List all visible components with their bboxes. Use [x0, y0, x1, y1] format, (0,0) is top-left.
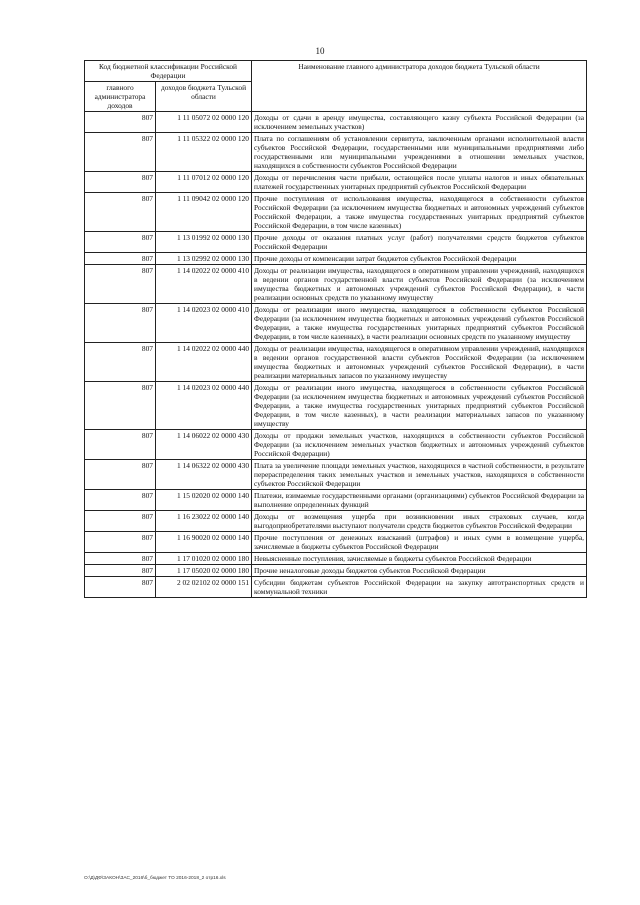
table-row [85, 112, 587, 133]
admin-code-cell: 807 [85, 511, 156, 532]
table-row [85, 193, 587, 232]
revenue-code-cell: 1 13 02992 02 0000 130 [156, 253, 252, 265]
admin-code-cell: 807 [85, 382, 156, 430]
revenue-code-cell: 1 17 05020 02 0000 180 [156, 565, 252, 577]
page-number: 10 [315, 46, 325, 56]
table-row [85, 511, 587, 532]
revenue-name-cell: Невыясненные поступления, зачисляемые в бюджеты субъектов Российской Федерации [252, 553, 587, 565]
revenue-name-cell: Доходы от реализации иного имущества, находящегося в собственности субъектов Российской Федерации (за исключением имущества бюджетных и автономных учреждений субъектов Российской Федерации, а также имущества государственных унитарных предприятий субъектов Российской Федерации, в том числе казенных), в части реализации основных средств по указанному имуществу [252, 304, 587, 343]
revenue-code-cell: 1 14 06322 02 0000 430 [156, 460, 252, 490]
table-row [85, 304, 587, 343]
revenue-code-cell: 2 02 02102 02 0000 151 [156, 577, 252, 598]
revenue-name-cell: Прочие неналоговые доходы бюджетов субъектов Российской Федерации [252, 565, 587, 577]
revenue-name-cell: Плата за увеличение площади земельных участков, находящихся в частной собственности, в результате перераспределения таких земельных участков и земельных участков, находящихся в собственности субъектов Российской Федерации [252, 460, 587, 490]
admin-code-cell: 807 [85, 133, 156, 172]
revenue-name-cell: Доходы от реализации имущества, находящегося в оперативном управлении учреждений, находящихся в ведении органов государственной власти субъектов Российской Федерации (за исключением имущества бюджетных и автономных учреждений субъектов Российской Федерации), в части реализации основных средств по указанному имуществу [252, 265, 587, 304]
admin-code-cell: 807 [85, 490, 156, 511]
admin-header: главного администратора доходов [85, 82, 156, 112]
admin-code-cell: 807 [85, 112, 156, 133]
revenue-name-cell: Доходы от продажи земельных участков, находящихся в собственности субъектов Российской Федерации (за исключением земельных участков бюджетных и автономных учреждений субъектов Российской Федерации) [252, 430, 587, 460]
table-row [85, 133, 587, 172]
revenue-code-cell: 1 14 02022 02 0000 410 [156, 265, 252, 304]
revenue-name-cell: Доходы от реализации иного имущества, находящегося в собственности субъектов Российской Федерации (за исключением имущества бюджетных и автономных учреждений субъектов Российской Федерации, а также имущества государственных унитарных предприятий субъектов Российской Федерации, в том числе казенных), в части реализации материальных запасов по указанному имуществу [252, 382, 587, 430]
admin-code-cell: 807 [85, 577, 156, 598]
revenue-name-cell: Плата по соглашениям об установлении сервитута, заключенным органами исполнительной власти субъектов Российской Федерации, государственными или муниципальными предприятиями либо государственными или муниципальными учреждениями в отношении земельных участков, находящихся в собственности субъектов Российской Федерации [252, 133, 587, 172]
revenue-name-cell: Доходы от сдачи в аренду имущества, составляющего казну субъекта Российской Федерации (за исключением земельных участков) [252, 112, 587, 133]
table-row [85, 532, 587, 553]
revenue-code-cell: 1 13 01992 02 0000 130 [156, 232, 252, 253]
admin-code-cell: 807 [85, 532, 156, 553]
admin-code-cell: 807 [85, 304, 156, 343]
header-row-1 [85, 61, 587, 82]
revenue-code-cell: 1 11 09042 02 0000 120 [156, 193, 252, 232]
revenue-code-cell: 1 11 05072 02 0000 120 [156, 112, 252, 133]
revenue-administrators-table [84, 60, 587, 598]
table-row [85, 460, 587, 490]
admin-code-cell: 807 [85, 265, 156, 304]
file-path-footer: О:\Д\ДФ\ЗАКОН\ЗАС_2016\б_бюджет ТО 2016-2018_2 отр16.xls [84, 876, 226, 881]
revenue-name-cell: Доходы от перечисления части прибыли, остающейся после уплаты налогов и иных обязательных платежей государственных унитарных предприятий субъектов Российской Федерации [252, 172, 587, 193]
table-row [85, 565, 587, 577]
admin-code-cell: 807 [85, 430, 156, 460]
revenue-code-header: доходов бюджета Тульской области [156, 82, 252, 112]
table-row [85, 553, 587, 565]
admin-code-cell: 807 [85, 565, 156, 577]
revenue-code-cell: 1 17 01020 02 0000 180 [156, 553, 252, 565]
admin-code-cell: 807 [85, 343, 156, 382]
admin-code-cell: 807 [85, 253, 156, 265]
revenue-name-cell: Платежи, взимаемые государственными органами (организациями) субъектов Российской Федерации за выполнение определенных функций [252, 490, 587, 511]
table-row [85, 430, 587, 460]
table-row [85, 172, 587, 193]
revenue-code-cell: 1 15 02020 02 0000 140 [156, 490, 252, 511]
table-row [85, 343, 587, 382]
revenue-name-cell: Субсидии бюджетам субъектов Российской Федерации на закупку автотранспортных средств и коммунальной техники [252, 577, 587, 598]
admin-code-cell: 807 [85, 172, 156, 193]
table-body [85, 112, 587, 598]
admin-code-cell: 807 [85, 460, 156, 490]
revenue-code-cell: 1 14 02023 02 0000 440 [156, 382, 252, 430]
revenue-name-cell: Прочие поступления от денежных взысканий (штрафов) и иных сумм в возмещение ущерба, зачисляемые в бюджеты субъектов Российской Федерации [252, 532, 587, 553]
admin-code-cell: 807 [85, 232, 156, 253]
table-row [85, 577, 587, 598]
admin-code-cell: 807 [85, 193, 156, 232]
name-header: Наименование главного администратора доходов бюджета Тульской области [252, 61, 587, 112]
table-row [85, 382, 587, 430]
revenue-code-cell: 1 11 05322 02 0000 120 [156, 133, 252, 172]
revenue-name-cell: Прочие поступления от использования имущества, находящегося в собственности субъектов Российской Федерации (за исключением имущества бюджетных и автономных учреждений субъектов Российской Федерации, а также имущества государственных унитарных предприятий субъектов Российской Федерации, в том числе казенных) [252, 193, 587, 232]
revenue-code-cell: 1 14 02023 02 0000 410 [156, 304, 252, 343]
revenue-code-cell: 1 14 06022 02 0000 430 [156, 430, 252, 460]
table-row [85, 253, 587, 265]
revenue-code-cell: 1 14 02022 02 0000 440 [156, 343, 252, 382]
revenue-name-cell: Доходы от реализации имущества, находящегося в оперативном управлении учреждений, находящихся в ведении органов государственной власти субъектов Российской Федерации (за исключением имущества бюджетных и автономных учреждений субъектов Российской Федерации), в части реализации материальных запасов по указанному имуществу [252, 343, 587, 382]
revenue-code-cell: 1 11 07012 02 0000 120 [156, 172, 252, 193]
revenue-code-cell: 1 16 23022 02 0000 140 [156, 511, 252, 532]
revenue-name-cell: Прочие доходы от компенсации затрат бюджетов субъектов Российской Федерации [252, 253, 587, 265]
table-row [85, 490, 587, 511]
revenue-name-cell: Прочие доходы от оказания платных услуг (работ) получателями средств бюджетов субъектов Российской Федерации [252, 232, 587, 253]
revenue-name-cell: Доходы от возмещения ущерба при возникновении иных страховых случаев, когда выгодоприобретателями выступают получатели средств бюджетов субъектов Российской Федерации [252, 511, 587, 532]
revenue-code-cell: 1 16 90020 02 0000 140 [156, 532, 252, 553]
admin-code-cell: 807 [85, 553, 156, 565]
table-row [85, 265, 587, 304]
table-row [85, 232, 587, 253]
kbk-header: Код бюджетной классификации Российской Федерации [85, 61, 252, 82]
